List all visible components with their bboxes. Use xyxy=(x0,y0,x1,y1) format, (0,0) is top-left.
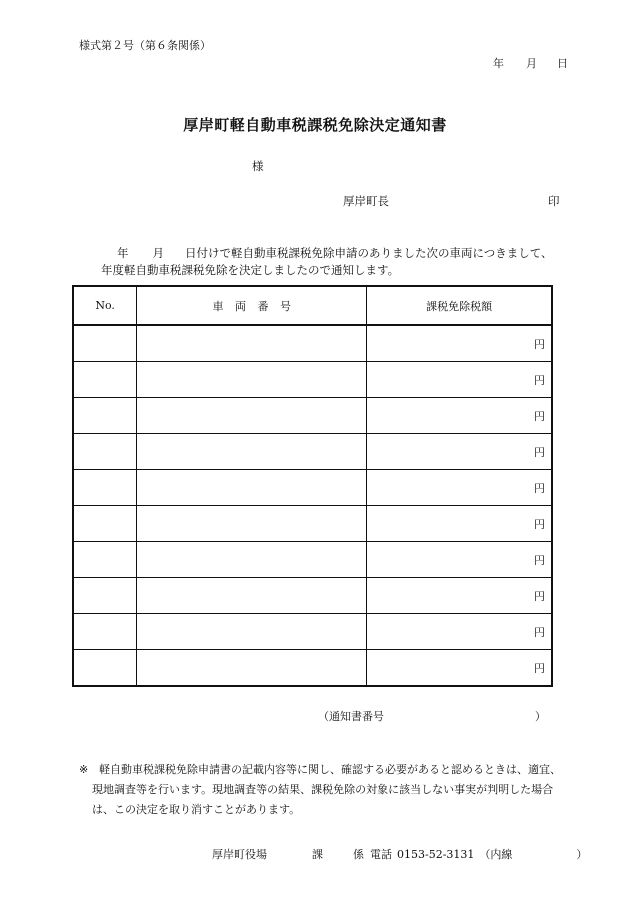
row-no-cell[interactable] xyxy=(73,434,137,470)
row-amount-cell[interactable] xyxy=(367,325,552,362)
row-no-cell[interactable] xyxy=(73,470,137,506)
row-no-cell[interactable] xyxy=(73,542,137,578)
footer-phone-label: 電話 xyxy=(370,848,392,861)
body-line-1 xyxy=(117,245,553,261)
row-vehicle-cell[interactable] xyxy=(137,470,367,506)
row-amount-cell[interactable] xyxy=(367,398,552,434)
header-no: No. xyxy=(73,286,137,325)
table-row xyxy=(73,398,552,434)
row-vehicle-cell[interactable] xyxy=(137,362,367,398)
row-amount-cell[interactable] xyxy=(367,650,552,687)
row-amount-cell[interactable] xyxy=(367,470,552,506)
vehicle-table xyxy=(72,285,553,687)
note-mark: ※ xyxy=(79,763,89,776)
table-row xyxy=(73,470,552,506)
document-title: 厚岸町軽自動車税課税免除決定通知書 xyxy=(183,116,447,134)
body-line-1-text: 日付けで軽自動車税課税免除申請のありました次の車両につきまして、 xyxy=(185,246,553,260)
row-vehicle-cell[interactable] xyxy=(137,398,367,434)
note xyxy=(79,760,569,820)
footer-phone: 0153-52-3131 xyxy=(397,848,475,861)
yen-unit: 円 xyxy=(534,553,545,567)
footer-section: 課 xyxy=(312,848,323,861)
yen-unit: 円 xyxy=(534,589,545,603)
row-no-cell[interactable] xyxy=(73,614,137,650)
yen-unit: 円 xyxy=(534,661,545,675)
yen-unit: 円 xyxy=(534,373,545,387)
yen-unit: 円 xyxy=(534,481,545,495)
row-vehicle-cell[interactable] xyxy=(137,650,367,687)
table-row xyxy=(73,650,552,687)
row-vehicle-cell[interactable] xyxy=(137,542,367,578)
date-month-label: 月 xyxy=(526,57,537,70)
yen-unit: 円 xyxy=(534,409,545,423)
footer-extension-close: ） xyxy=(576,848,588,861)
date-line xyxy=(493,55,568,71)
footer-extension-open: （内線 xyxy=(479,848,513,861)
row-amount-cell[interactable] xyxy=(367,542,552,578)
body-line-2: 年度軽自動車税課税免除を決定しましたので通知します。 xyxy=(101,263,400,277)
header-vehicle-number: 車 両 番 号 xyxy=(137,286,367,325)
footer-contact xyxy=(212,846,587,862)
row-no-cell[interactable] xyxy=(73,325,137,362)
row-amount-cell[interactable] xyxy=(367,362,552,398)
body-year-label: 年 xyxy=(117,246,129,260)
yen-unit: 円 xyxy=(534,445,545,459)
table-row xyxy=(73,506,552,542)
row-vehicle-cell[interactable] xyxy=(137,506,367,542)
notice-number-close: ） xyxy=(535,710,546,723)
table-row xyxy=(73,362,552,398)
date-year-label: 年 xyxy=(493,57,504,70)
footer-office: 厚岸町役場 xyxy=(212,848,267,861)
yen-unit: 円 xyxy=(534,625,545,639)
row-no-cell[interactable] xyxy=(73,506,137,542)
yen-unit: 円 xyxy=(534,517,545,531)
row-no-cell[interactable] xyxy=(73,578,137,614)
yen-unit: 円 xyxy=(534,337,545,351)
table-row xyxy=(73,434,552,470)
row-amount-cell[interactable] xyxy=(367,578,552,614)
row-vehicle-cell[interactable] xyxy=(137,614,367,650)
notice-number-label: （通知書番号 xyxy=(318,710,384,723)
date-day-label: 日 xyxy=(557,57,568,70)
row-no-cell[interactable] xyxy=(73,362,137,398)
body-month-label: 月 xyxy=(152,246,164,260)
table-row xyxy=(73,614,552,650)
row-vehicle-cell[interactable] xyxy=(137,578,367,614)
table-row xyxy=(73,578,552,614)
addressee-suffix: 様 xyxy=(252,159,264,173)
row-amount-cell[interactable] xyxy=(367,506,552,542)
seal-mark: 印 xyxy=(548,194,560,208)
note-text: 軽自動車税課税免除申請書の記載内容等に関し、確認する必要があると認めるときは、適宜、現地調査等を行います。現地調査等の結果、課税免除の対象に該当しない事実が判明した場合は、この決定を取り消すことがあります。 xyxy=(92,763,561,816)
table-header-row xyxy=(73,286,552,325)
row-no-cell[interactable] xyxy=(73,650,137,687)
table-row xyxy=(73,542,552,578)
table-row xyxy=(73,325,552,362)
row-amount-cell[interactable] xyxy=(367,614,552,650)
row-amount-cell[interactable] xyxy=(367,434,552,470)
header-exempt-amount: 課税免除税額 xyxy=(367,286,552,325)
row-vehicle-cell[interactable] xyxy=(137,434,367,470)
form-number: 様式第２号（第６条関係） xyxy=(79,39,211,52)
footer-subsection: 係 xyxy=(353,848,364,861)
issuer-name: 厚岸町長 xyxy=(343,194,389,208)
row-no-cell[interactable] xyxy=(73,398,137,434)
row-vehicle-cell[interactable] xyxy=(137,325,367,362)
